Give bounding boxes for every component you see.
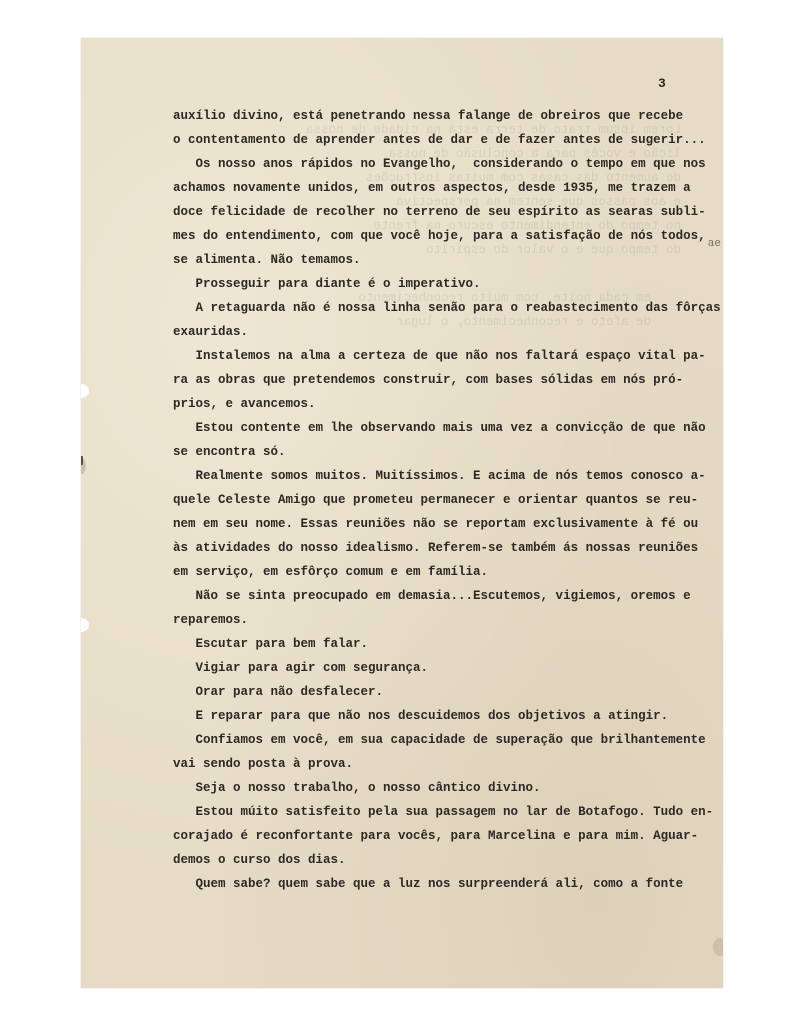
text-line: às atividades do nosso idealismo. Referem-se também ás nossas reuniões	[173, 541, 699, 555]
text-line: auxílio divino, está penetrando nessa falange de obreiros que recebe	[173, 109, 684, 123]
text-line: achamos novamente unidos, em outros aspectos, desde 1935, me trazem a	[173, 181, 691, 195]
text-line: Quem sabe? quem sabe que a luz nos surpreenderá ali, como a fonte	[173, 877, 684, 891]
text-line: exauridas.	[173, 325, 249, 339]
text-line: prios, e avancemos.	[173, 397, 316, 411]
text-line: em serviço, em esfôrço comum e em família.	[173, 565, 489, 579]
text-line: nem em seu nome. Essas reuniões não se reportam exclusivamente à fé ou	[173, 517, 699, 531]
text-line: quele Celeste Amigo que prometeu permanecer e orientar quantos se reu-	[173, 493, 699, 507]
text-line: se alimenta. Não temamos.	[173, 253, 361, 267]
text-line: Estou múito satisfeito pela sua passagem no lar de Botafogo. Tudo en-	[173, 805, 714, 819]
text-line: Prosseguir para diante é o imperativo.	[173, 277, 481, 291]
text-line: Realmente somos muitos. Muitíssimos. E acima de nós temos conosco a-	[173, 469, 706, 483]
paper-stain	[713, 938, 723, 956]
page-number: 3	[658, 76, 666, 91]
text-line: reparemos.	[173, 613, 249, 627]
margin-mark	[81, 456, 83, 465]
bleed-through-text: Lorem ipsum trato de terra está na cidade de nossa lição e vocês para a conclusão de nossa de aumento das casas com muitas instruções e aos passos que sentem na perspectiva no tempo do entendimento escuro na frente do tempo que e o valor do espírito em cada noite, com muito reconhecimento de afeto e reconhecimento, o lugar	[305, 123, 681, 329]
text-line: A retaguarda não é nossa linha senão para o reabastecimento das fôrças	[173, 301, 721, 315]
text-line: Escutar para bem falar.	[173, 637, 369, 651]
text-line: corajado é reconfortante para vocês, para Marcelina e para mim. Aguar-	[173, 829, 699, 843]
text-line: se encontra só.	[173, 445, 286, 459]
text-line: Confiamos em você, em sua capacidade de superação que brilhantemente	[173, 733, 706, 747]
edge-mark: ae	[707, 238, 721, 250]
text-line: Seja o nosso trabalho, o nosso cântico divino.	[173, 781, 541, 795]
text-line: Não se sinta preocupado em demasia...Escutemos, vigiemos, oremos e	[173, 589, 691, 603]
text-line: mes do entendimento, com que você hoje, para a satisfação de nós todos,	[173, 229, 706, 243]
text-line: Orar para não desfalecer.	[173, 685, 384, 699]
text-line: doce felicidade de recolher no terreno de seu espírito as searas subli-	[173, 205, 706, 219]
text-line: E reparar para que não nos descuidemos dos objetivos a atingir.	[173, 709, 669, 723]
typewritten-page	[81, 38, 723, 988]
punch-hole	[81, 618, 89, 632]
text-line: Os nosso anos rápidos no Evangelho, considerando o tempo em que nos	[173, 157, 706, 171]
text-line: o contentamento de aprender antes de dar e de fazer antes de sugerir...	[173, 133, 706, 147]
text-line: Vigiar para agir com segurança.	[173, 661, 429, 675]
text-line: ra as obras que pretendemos construir, com bases sólidas em nós pró-	[173, 373, 684, 387]
punch-hole	[81, 384, 89, 398]
text-line: Estou contente em lhe observando mais uma vez a convicção de que não	[173, 421, 706, 435]
text-line: vai sendo posta à prova.	[173, 757, 354, 771]
text-line: Instalemos na alma a certeza de que não nos faltará espaço vital pa-	[173, 349, 706, 363]
text-line: demos o curso dos dias.	[173, 853, 346, 867]
